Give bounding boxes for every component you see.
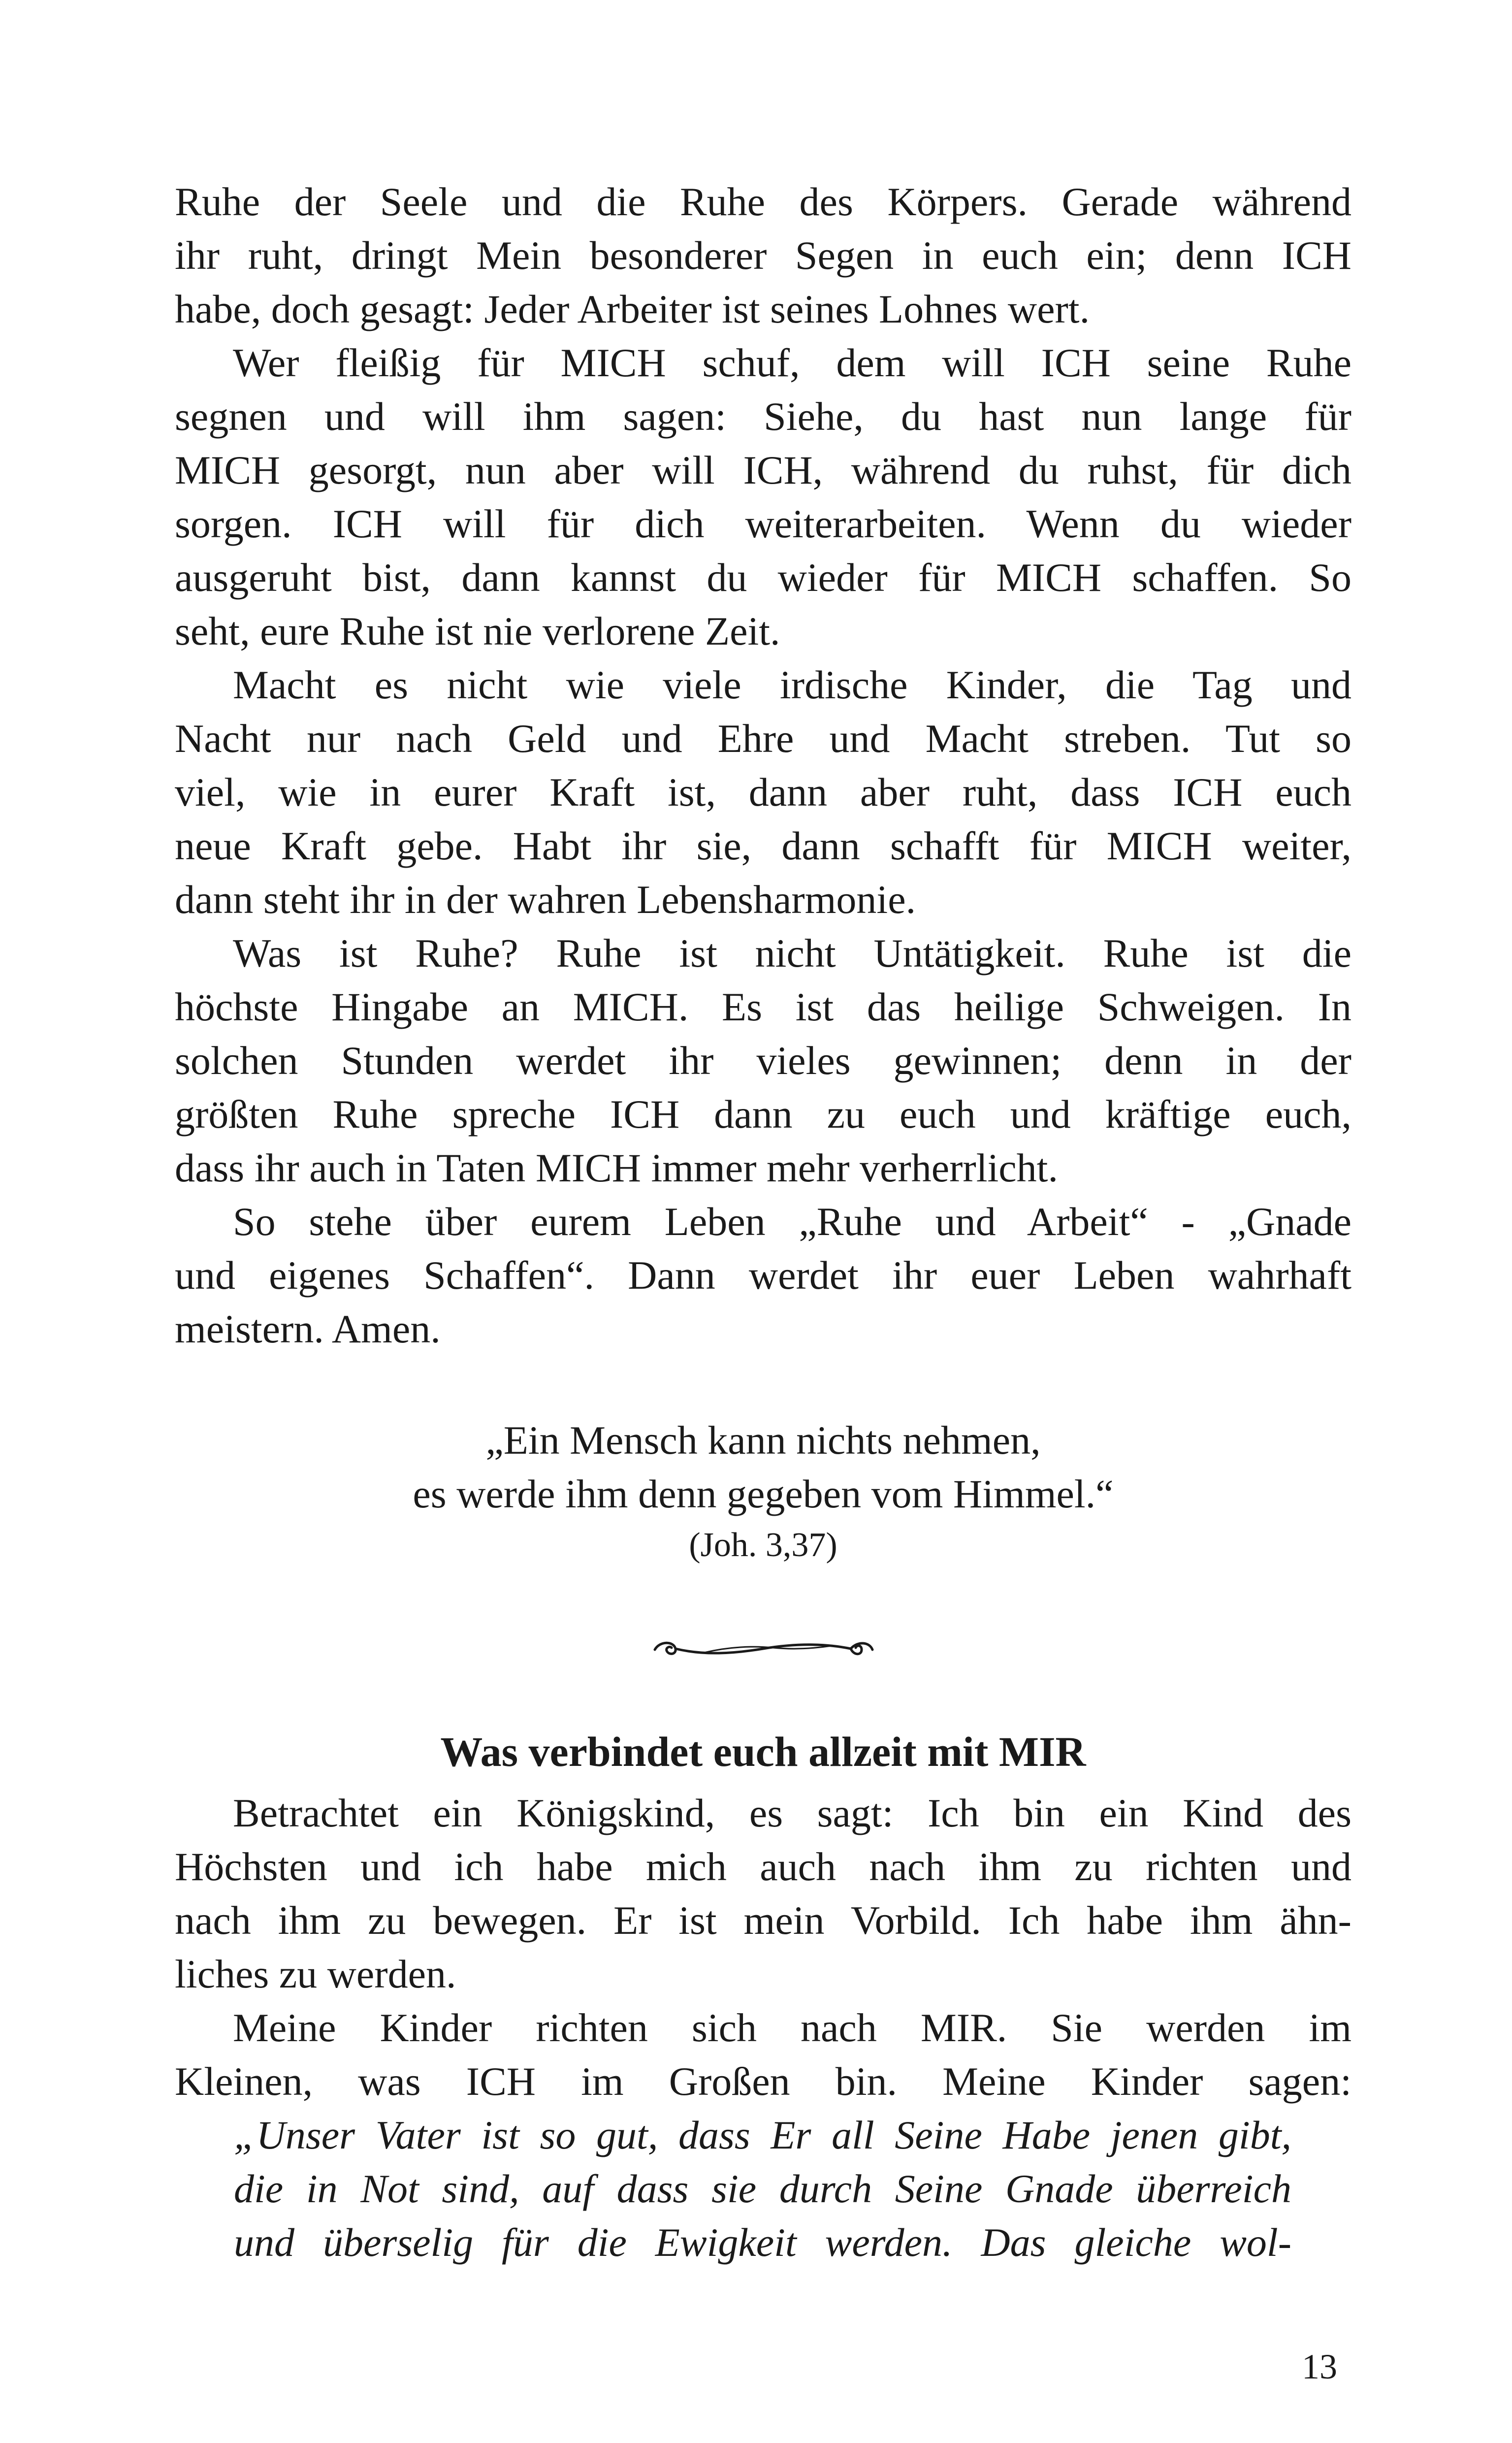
paragraph-1 bbox=[175, 175, 1351, 336]
text-line: Macht es nicht wie viele irdische Kinder, die Tag und bbox=[233, 662, 1351, 707]
text-line: So stehe über eurem Leben „Ruhe und Arbeit“ - „Gnade bbox=[233, 1199, 1351, 1244]
text-line: und eigenes Schaffen“. Dann werdet ihr euer Leben wahrhaft bbox=[175, 1253, 1351, 1298]
text-line: nach ihm zu bewegen. Er ist mein Vorbild. Ich habe ihm ähn- bbox=[175, 1898, 1351, 1943]
paragraph-2 bbox=[175, 336, 1351, 658]
text-line: die in Not sind, auf dass sie durch Seine Gnade überreich bbox=[234, 2166, 1291, 2211]
text-line: Ruhe der Seele und die Ruhe des Körpers. Gerade während bbox=[175, 179, 1351, 224]
text-line: Nacht nur nach Geld und Ehre und Macht streben. Tut so bbox=[175, 716, 1351, 761]
section-heading: Was verbindet euch allzeit mit MIR bbox=[440, 1728, 1086, 1775]
paragraph-6 bbox=[175, 1786, 1351, 2001]
text-line: meistern. Amen. bbox=[175, 1306, 441, 1351]
text-line: seht, eure Ruhe ist nie verlorene Zeit. bbox=[175, 609, 780, 653]
page-number: 13 bbox=[1302, 2347, 1337, 2386]
text-line: habe, doch gesagt: Jeder Arbeiter ist seines Lohnes wert. bbox=[175, 287, 1090, 331]
quote-line: „Ein Mensch kann nichts nehmen, bbox=[485, 1418, 1041, 1463]
section-1-text bbox=[175, 175, 1351, 1356]
paragraph-3 bbox=[175, 658, 1351, 926]
text-line: MICH gesorgt, nun aber will ICH, während du ruhst, für dich bbox=[175, 448, 1351, 492]
text-line: solchen Stunden werdet ihr vieles gewinnen; denn in der bbox=[175, 1038, 1351, 1083]
text-line: dass ihr auch in Taten MICH immer mehr verherrlicht. bbox=[175, 1145, 1058, 1190]
text-line: und überselig für die Ewigkeit werden. Das gleiche wol- bbox=[234, 2220, 1291, 2265]
text-line: sorgen. ICH will für dich weiterarbeiten. Wenn du wieder bbox=[175, 501, 1351, 546]
text-line: größten Ruhe spreche ICH dann zu euch und kräftige euch, bbox=[175, 1092, 1351, 1137]
paragraph-4 bbox=[175, 926, 1351, 1195]
text-line: „Unser Vater ist so gut, dass Er all Seine Habe jenen gibt, bbox=[234, 2113, 1291, 2157]
text-line: ihr ruht, dringt Mein besonderer Segen in euch ein; denn ICH bbox=[175, 233, 1351, 278]
text-line: Meine Kinder richten sich nach MIR. Sie werden im bbox=[233, 2005, 1351, 2050]
text-line: dann steht ihr in der wahren Lebensharmonie. bbox=[175, 877, 916, 922]
text-line: Betrachtet ein Königskind, es sagt: Ich bin ein Kind des bbox=[233, 1791, 1351, 1835]
text-line: ausgeruht bist, dann kannst du wieder für MICH schaffen. So bbox=[175, 555, 1351, 600]
italic-quotation bbox=[234, 2108, 1291, 2269]
scroll-ornament-icon bbox=[645, 1634, 881, 1663]
text-line: Höchsten und ich habe mich auch nach ihm zu richten und bbox=[175, 1844, 1351, 1889]
text-line: neue Kraft gebe. Habt ihr sie, dann schafft für MICH weiter, bbox=[175, 823, 1351, 868]
text-line: viel, wie in eurer Kraft ist, dann aber ruht, dass ICH euch bbox=[175, 770, 1351, 814]
text-line: liches zu werden. bbox=[175, 1952, 456, 1996]
paragraph-5 bbox=[175, 1195, 1351, 1356]
text-line: Was ist Ruhe? Ruhe ist nicht Untätigkeit. Ruhe ist die bbox=[233, 931, 1351, 976]
section-2-text bbox=[175, 1786, 1351, 2108]
bible-quote bbox=[175, 1413, 1351, 1570]
paragraph-7 bbox=[175, 2001, 1351, 2108]
text-line: höchste Hingabe an MICH. Es ist das heilige Schweigen. In bbox=[175, 984, 1351, 1029]
quote-line: es werde ihm denn gegeben vom Himmel.“ bbox=[413, 1471, 1114, 1516]
text-line: segnen und will ihm sagen: Siehe, du hast nun lange für bbox=[175, 394, 1351, 439]
quote-reference: (Joh. 3,37) bbox=[689, 1526, 837, 1564]
text-line: Kleinen, was ICH im Großen bin. Meine Kinder sagen: bbox=[175, 2059, 1351, 2104]
text-line: Wer fleißig für MICH schuf, dem will ICH seine Ruhe bbox=[233, 340, 1351, 385]
